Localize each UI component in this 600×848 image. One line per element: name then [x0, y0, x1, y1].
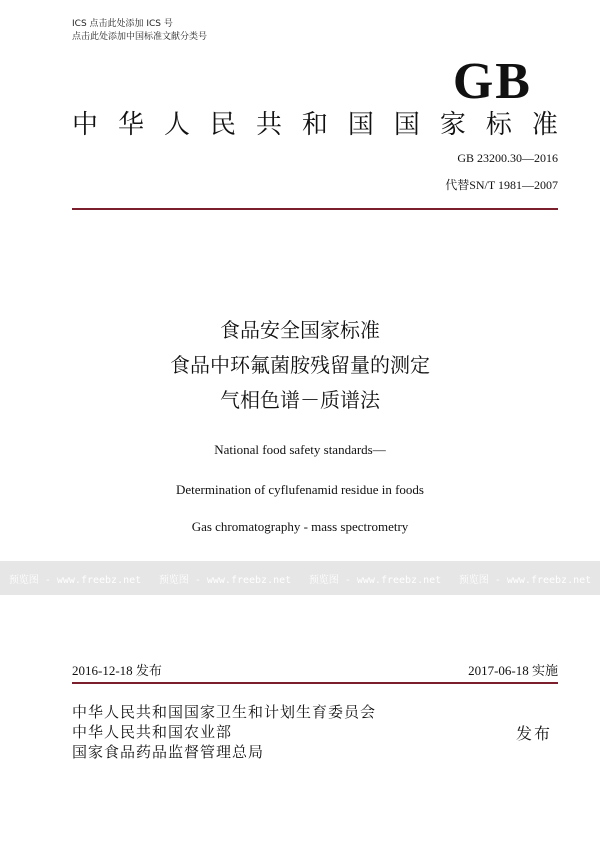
standard-number: GB 23200.30—2016: [457, 151, 558, 165]
title-en-line2: Determination of cyflufenamid residue in foods: [175, 482, 424, 497]
heading-char: 中: [72, 110, 99, 140]
title-cn-line2: 食品中环氟菌胺残留量的测定: [170, 353, 430, 377]
heading-char: 家: [439, 110, 466, 140]
footer-divider: [72, 682, 558, 684]
issuer-line3: 国家食品药品监督管理总局: [72, 743, 265, 761]
title-cn-line1: 食品安全国家标准: [220, 318, 380, 342]
ccs-number-line: 点击此处添加中国标准文献分类号: [72, 32, 208, 42]
heading-char: 华: [117, 110, 144, 140]
watermark-text: 预览图 - www.freebz.net: [308, 574, 442, 586]
watermark-text: 预览图 - www.freebz.net: [158, 574, 292, 586]
ics-number-line: ICS 点击此处添加 ICS 号: [72, 19, 173, 29]
gb-logo: GB: [452, 53, 532, 110]
ics-info: [72, 18, 207, 44]
title-en-line1: National food safety standards—: [214, 442, 386, 457]
heading-char: 国: [347, 110, 374, 140]
national-standard-heading: [72, 108, 558, 142]
issuer-line1: 中华人民共和国国家卫生和计划生育委员会: [72, 703, 377, 721]
implement-date: 2017-06-18 实施: [468, 663, 558, 678]
heading-char: 民: [209, 110, 236, 140]
publish-label: 发布: [515, 724, 552, 743]
watermark-band: [0, 561, 600, 595]
title-en-line3: Gas chromatography - mass spectrometry: [191, 519, 409, 534]
header-divider: [72, 208, 558, 210]
heading-char: 标: [485, 110, 512, 140]
heading-char: 和: [301, 110, 328, 140]
issue-date: 2016-12-18 发布: [72, 663, 162, 678]
watermark-text: 预览图 - www.freebz.net: [458, 574, 592, 586]
heading-char: 人: [163, 110, 190, 140]
replaces-standard: 代替SN/T 1981—2007: [445, 178, 558, 192]
heading-char: 准: [531, 110, 558, 140]
issuer-line2: 中华人民共和国农业部: [72, 723, 233, 741]
title-cn-line3: 气相色谱－质谱法: [220, 388, 380, 412]
heading-char: 共: [255, 110, 282, 140]
heading-char: 国: [393, 110, 420, 140]
watermark-text: 预览图 - www.freebz.net: [8, 574, 142, 586]
